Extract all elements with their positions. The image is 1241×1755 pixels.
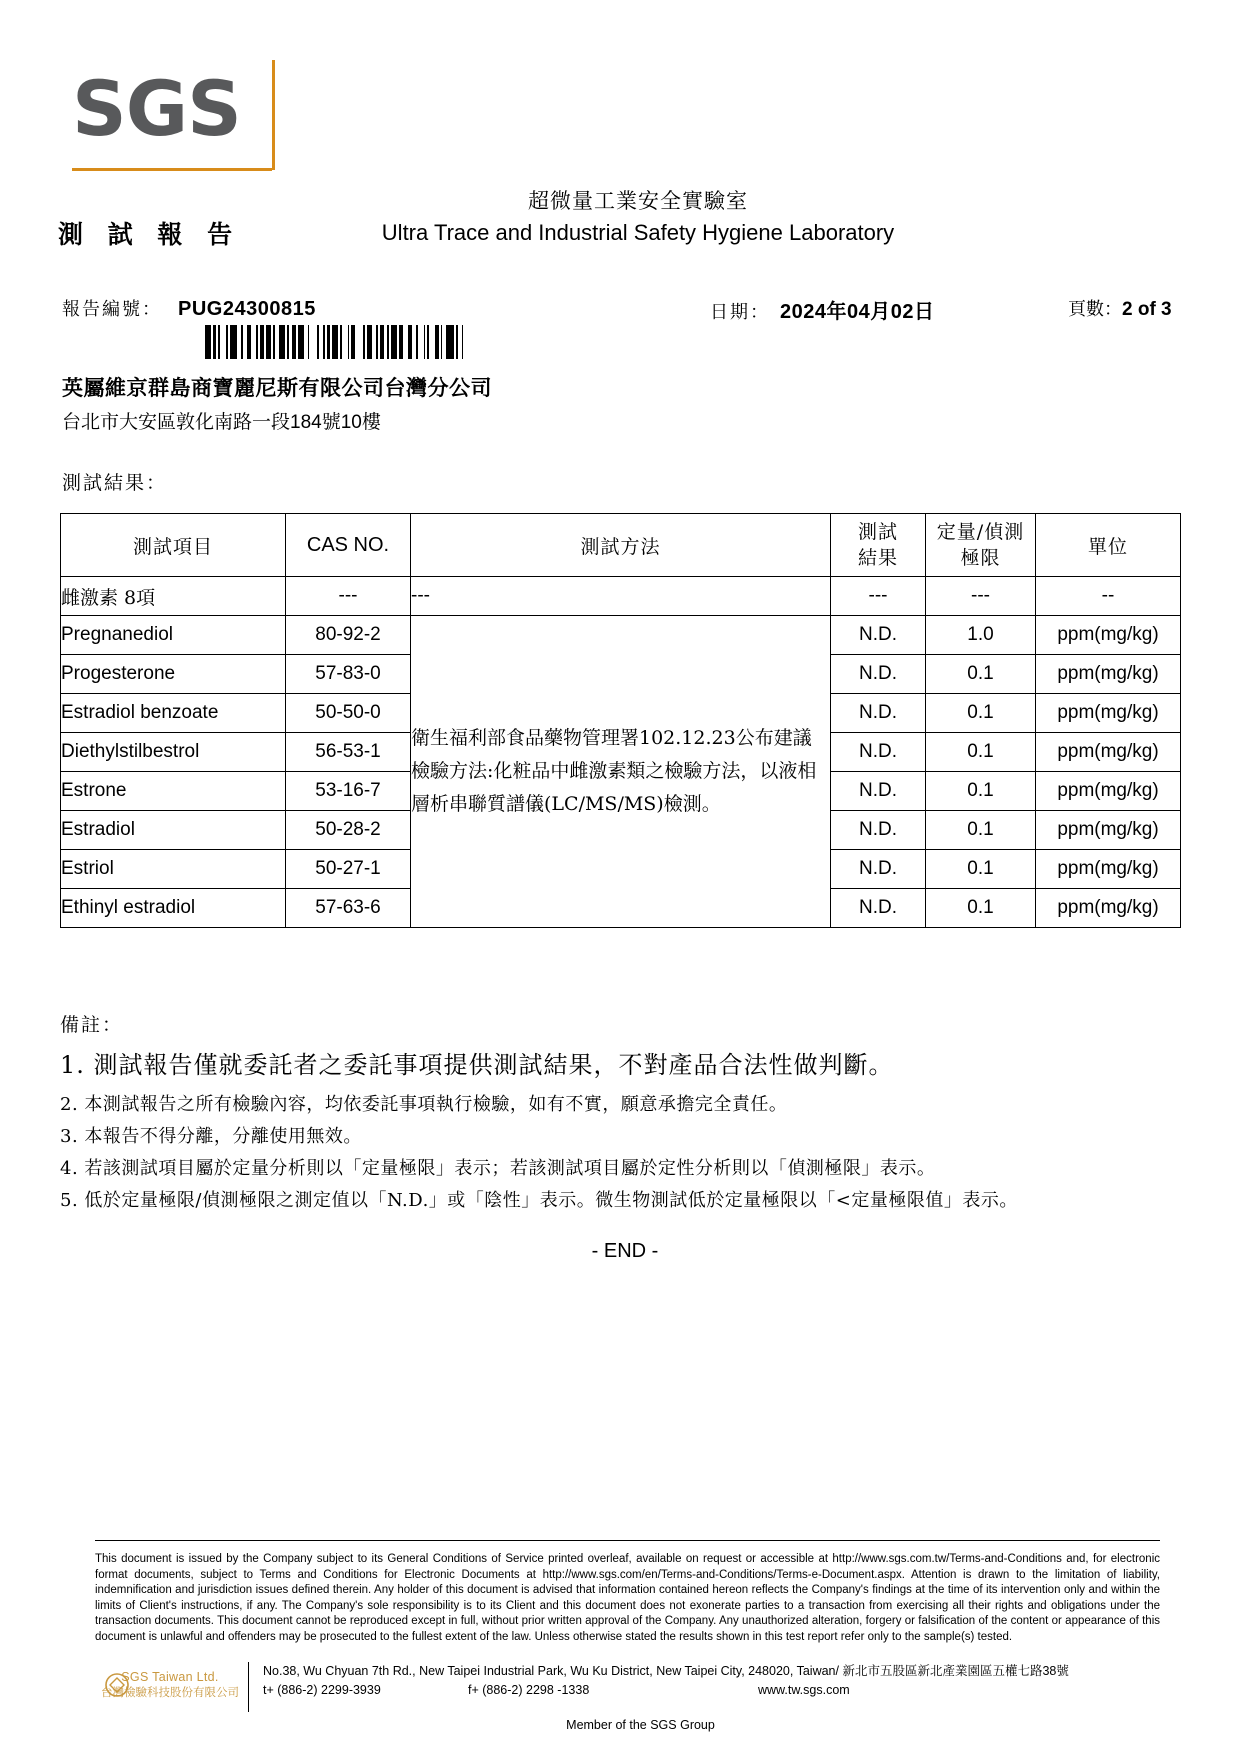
logo-horizontal-rule bbox=[72, 168, 272, 171]
footer-tel: t+ (886-2) 2299-3939 bbox=[263, 1683, 381, 1697]
cell-unit: ppm(mg/kg) bbox=[1036, 811, 1181, 850]
note-item-2: 2. 本測試報告之所有檢驗內容，均依委託事項執行檢驗，如有不實，願意承擔完全責任。 bbox=[60, 1094, 788, 1115]
th-method: 測試方法 bbox=[411, 514, 831, 577]
cell-result: N.D. bbox=[831, 616, 926, 655]
cell-cas: 50-50-0 bbox=[286, 694, 411, 733]
client-name: 英屬維京群島商寶麗尼斯有限公司台灣分公司 bbox=[62, 375, 492, 400]
footer-member-note: Member of the SGS Group bbox=[566, 1718, 715, 1732]
table-header-row bbox=[61, 514, 1181, 577]
th-result-line1: 測試 bbox=[857, 521, 898, 543]
cell-unit: ppm(mg/kg) bbox=[1036, 772, 1181, 811]
cell-result: N.D. bbox=[831, 772, 926, 811]
end-mark-wrap bbox=[60, 1240, 1190, 1263]
report-number-label: 報告編號： bbox=[62, 299, 162, 320]
report-date-block bbox=[710, 295, 934, 324]
note-item-5: 5. 低於定量極限/偵測極限之測定值以「N.D.」或「陰性」表示。微生物測試低於定量極限以「<定量極限值」表示。 bbox=[60, 1190, 1018, 1211]
th-cas: CAS NO. bbox=[286, 514, 411, 577]
footer-website[interactable]: www.tw.sgs.com bbox=[758, 1683, 850, 1697]
barcode bbox=[205, 325, 545, 359]
cell-limit: 0.1 bbox=[926, 772, 1036, 811]
cell-cas: 57-63-6 bbox=[286, 889, 411, 928]
cell-item: Estradiol bbox=[61, 811, 286, 850]
end-mark: - END - bbox=[591, 1240, 659, 1262]
cell-result: N.D. bbox=[831, 694, 926, 733]
cell-limit: 1.0 bbox=[926, 616, 1036, 655]
cell-method: 衛生福利部食品藥物管理署102.12.23公布建議檢驗方法:化粧品中雌激素類之檢驗方法，以液相層析串聯質譜儀(LC/MS/MS)檢測。 bbox=[411, 616, 831, 928]
results-section-label: 測試結果： bbox=[62, 472, 168, 494]
cell-item: 雌激素 8項 bbox=[61, 577, 286, 616]
report-number-value: PUG24300815 bbox=[178, 298, 316, 320]
cell-result: N.D. bbox=[831, 850, 926, 889]
cell-item: Ethinyl estradiol bbox=[61, 889, 286, 928]
cell-item: Progesterone bbox=[61, 655, 286, 694]
th-limit-line1: 定量/偵測 bbox=[936, 521, 1025, 543]
cell-result: N.D. bbox=[831, 889, 926, 928]
cell-unit: ppm(mg/kg) bbox=[1036, 733, 1181, 772]
cell-cas: --- bbox=[286, 577, 411, 616]
cell-item: Estriol bbox=[61, 850, 286, 889]
report-date-label: 日期： bbox=[710, 302, 770, 323]
lab-title-cn: 超微量工業安全實驗室 bbox=[528, 189, 748, 213]
report-date-value: 2024年04月02日 bbox=[780, 301, 935, 323]
th-result bbox=[831, 514, 926, 577]
th-limit bbox=[926, 514, 1036, 577]
note-item-1: 1. 測試報告僅就委託者之委託事項提供測試結果，不對產品合法性做判斷。 bbox=[60, 1051, 894, 1079]
report-page-label: 頁數： bbox=[1068, 299, 1122, 320]
cell-result: N.D. bbox=[831, 655, 926, 694]
report-page-block bbox=[1068, 295, 1172, 321]
sgs-logo bbox=[72, 64, 272, 153]
cell-method-dash: --- bbox=[411, 577, 831, 616]
table-row bbox=[61, 577, 1181, 616]
note-item-3: 3. 本報告不得分離，分離使用無效。 bbox=[60, 1126, 362, 1147]
report-meta-row bbox=[0, 295, 1241, 323]
cell-result: N.D. bbox=[831, 811, 926, 850]
cell-cas: 53-16-7 bbox=[286, 772, 411, 811]
cell-unit: ppm(mg/kg) bbox=[1036, 694, 1181, 733]
cell-unit: ppm(mg/kg) bbox=[1036, 616, 1181, 655]
notes-section bbox=[60, 1010, 1190, 1218]
report-title-cn: 測 試 報 告 bbox=[58, 220, 241, 249]
footer-company-block bbox=[95, 1670, 245, 1700]
cell-limit: 0.1 bbox=[926, 655, 1036, 694]
cell-unit: ppm(mg/kg) bbox=[1036, 889, 1181, 928]
results-table bbox=[60, 513, 1181, 928]
cell-result: --- bbox=[831, 577, 926, 616]
footer-address-line bbox=[263, 1662, 1163, 1681]
cell-limit: 0.1 bbox=[926, 733, 1036, 772]
cell-result: N.D. bbox=[831, 733, 926, 772]
cell-limit: 0.1 bbox=[926, 811, 1036, 850]
cell-cas: 56-53-1 bbox=[286, 733, 411, 772]
th-item: 測試項目 bbox=[61, 514, 286, 577]
logo-vertical-rule bbox=[272, 60, 275, 170]
footer-company-en: SGS Taiwan Ltd. bbox=[121, 1670, 219, 1684]
cell-unit: ppm(mg/kg) bbox=[1036, 655, 1181, 694]
table-row bbox=[61, 616, 1181, 655]
footer-address-cn: 新北市五股區新北產業園區五權七路38號 bbox=[842, 1664, 1069, 1678]
cell-item: Diethylstilbestrol bbox=[61, 733, 286, 772]
cell-item: Pregnanediol bbox=[61, 616, 286, 655]
footer-address-en: No.38, Wu Chyuan 7th Rd., New Taipei Industrial Park, Wu Ku District, New Taipei City, 248020, Taiwan/ bbox=[263, 1664, 839, 1678]
footer-company-cn: 台灣檢驗科技股份有限公司 bbox=[101, 1685, 239, 1699]
cell-limit: 0.1 bbox=[926, 694, 1036, 733]
cell-item: Estradiol benzoate bbox=[61, 694, 286, 733]
cell-cas: 50-28-2 bbox=[286, 811, 411, 850]
results-table-wrap bbox=[60, 513, 1180, 928]
cell-cas: 57-83-0 bbox=[286, 655, 411, 694]
footer-vertical-rule bbox=[248, 1662, 249, 1712]
footer-terms: This document is issued by the Company subject to its General Conditions of Service printed overleaf, available on request or accessible at http://www.sgs.com.tw/Terms-and-Conditions and, for electronic format documents, subject to Terms and Conditions for Electronic Documents at http://www.sgs.com/en/Terms-and-Conditions/Terms-e-Document.aspx. Attention is drawn to the limitation of liability, indemnification and jurisdiction issues defined therein. Any holder of this document is advised that information contained hereon reflects the Company's findings at the time of its intervention only and within the limits of Client's instructions, if any. The Company's sole responsibility is to its Client and this document does not exonerate parties to a transaction from exercising all their rights and obligations under the transaction documents. This document cannot be reproduced except in full, without prior written approval of the Company. Any unauthorized alteration, forgery or falsification of the content or appearance of this document is unlawful and offenders may be prosecuted to the fullest extent of the law. Unless otherwise stated the results shown in this test report refer only to the sample(s) tested. bbox=[95, 1553, 1160, 1643]
th-result-line2: 結果 bbox=[857, 547, 898, 569]
cell-limit: 0.1 bbox=[926, 889, 1036, 928]
cell-cas: 80-92-2 bbox=[286, 616, 411, 655]
lab-title-en: Ultra Trace and Industrial Safety Hygiene Laboratory bbox=[381, 220, 895, 245]
notes-title: 備註： bbox=[60, 1014, 124, 1036]
th-limit-line2: 極限 bbox=[960, 547, 1001, 569]
cell-cas: 50-27-1 bbox=[286, 850, 411, 889]
footer-contact-line bbox=[263, 1681, 1163, 1700]
note-item-4: 4. 若該測試項目屬於定量分析則以「定量極限」表示；若該測試項目屬於定性分析則以「偵測極限」表示。 bbox=[60, 1158, 936, 1179]
report-number-block bbox=[62, 295, 316, 321]
sgs-logo-text: SGS bbox=[72, 64, 241, 153]
footer-fax: f+ (886-2) 2298 -1338 bbox=[468, 1683, 590, 1697]
cell-limit: --- bbox=[926, 577, 1036, 616]
footer-address-block bbox=[263, 1662, 1163, 1700]
cell-unit: ppm(mg/kg) bbox=[1036, 850, 1181, 889]
cell-limit: 0.1 bbox=[926, 850, 1036, 889]
footer-divider bbox=[95, 1540, 1160, 1541]
report-page-value: 2 of 3 bbox=[1122, 299, 1172, 320]
th-unit: 單位 bbox=[1036, 514, 1181, 577]
cell-item: Estrone bbox=[61, 772, 286, 811]
cell-unit: -- bbox=[1036, 577, 1181, 616]
client-address: 台北市大安區敦化南路一段184號10樓 bbox=[62, 412, 381, 433]
